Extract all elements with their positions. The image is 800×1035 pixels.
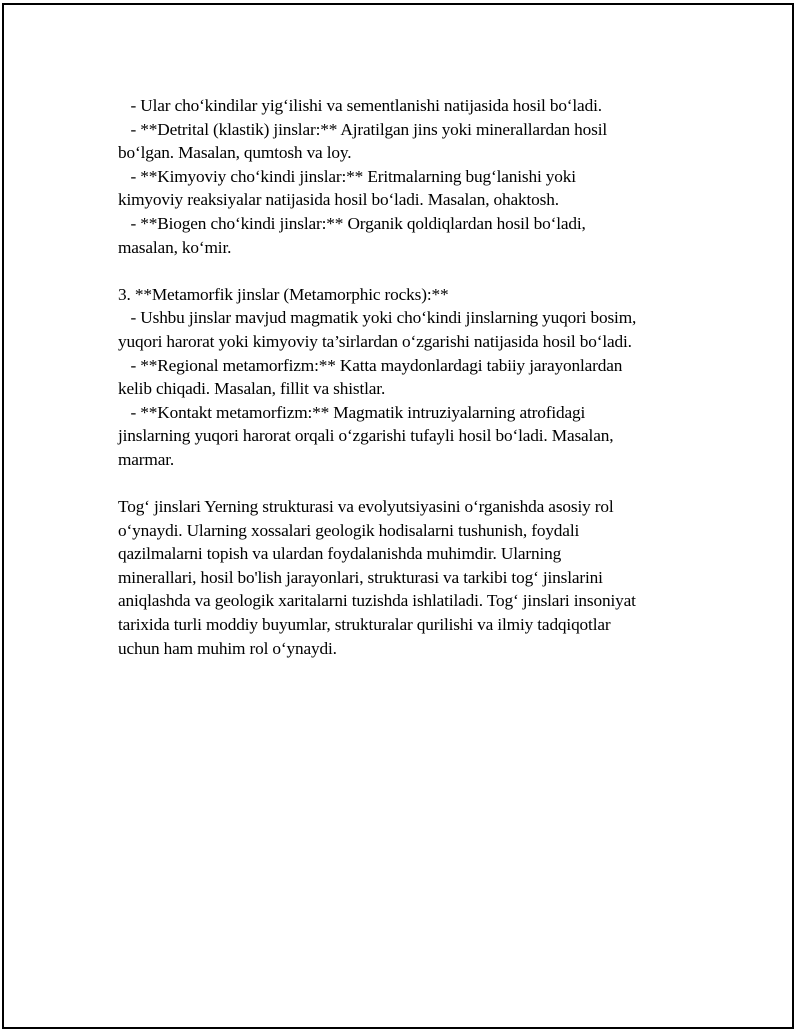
section-heading: 3. **Metamorfik jinslar (Metamorphic rocks):**: [118, 284, 449, 304]
text-line: - **Detrital (klastik) jinslar:** Ajratilgan jins yoki minerallardan hosil: [118, 119, 608, 139]
document-body: [118, 94, 693, 660]
text-line: masalan, ko‘mir.: [118, 237, 232, 257]
text-line: kelib chiqadi. Masalan, fillit va shistlar.: [118, 379, 386, 399]
paragraph-line: uchun ham muhim rol o‘ynaydi.: [118, 638, 337, 658]
text-line: - Ular cho‘kindilar yig‘ilishi va sementlanishi natijasida hosil bo‘ladi.: [118, 96, 602, 115]
text-line: - **Kontakt metamorfizm:** Magmatik intruziyalarning atrofidagi: [118, 402, 586, 422]
paragraph-line: qazilmalarni topish va ulardan foydalanishda muhimdir. Ularning: [118, 544, 562, 564]
text-line: kimyoviy reaksiyalar natijasida hosil bo‘ladi. Masalan, ohaktosh.: [118, 190, 559, 210]
paragraph-line: o‘ynaydi. Ularning xossalari geologik hodisalarni tushunish, foydali: [118, 520, 580, 540]
text-line: bo‘lgan. Masalan, qumtosh va loy.: [118, 143, 352, 163]
text-line: - **Kimyoviy cho‘kindi jinslar:** Eritmalarning bug‘lanishi yoki: [118, 166, 576, 186]
text-line: marmar.: [118, 449, 175, 469]
paragraph-line: minerallari, hosil bo'lish jarayonlari, strukturasi va tarkibi tog‘ jinslarini: [118, 567, 603, 587]
text-line: - Ushbu jinslar mavjud magmatik yoki cho‘kindi jinslarning yuqori bosim,: [118, 308, 637, 328]
blank-line: [118, 472, 693, 496]
text-line: yuqori harorat yoki kimyoviy ta’sirlardan o‘zgarishi natijasida hosil bo‘ladi.: [118, 331, 632, 351]
text-line: - **Regional metamorfizm:** Katta maydonlardagi tabiiy jarayonlardan: [118, 355, 623, 375]
text-line: - **Biogen cho‘kindi jinslar:** Organik qoldiqlardan hosil bo‘ladi,: [118, 213, 586, 233]
blank-line: [118, 259, 693, 283]
paragraph-line: tarixida turli moddiy buyumlar, strukturalar qurilishi va ilmiy tadqiqotlar: [118, 615, 611, 635]
paragraph-line: aniqlashda va geologik xaritalarni tuzishda ishlatiladi. Tog‘ jinslari insoniyat: [118, 591, 636, 611]
text-line: jinslarning yuqori harorat orqali o‘zgarishi tufayli hosil bo‘ladi. Masalan,: [118, 426, 614, 446]
paragraph-line: Tog‘ jinslari Yerning strukturasi va evolyutsiyasini o‘rganishda asosiy rol: [118, 497, 614, 517]
